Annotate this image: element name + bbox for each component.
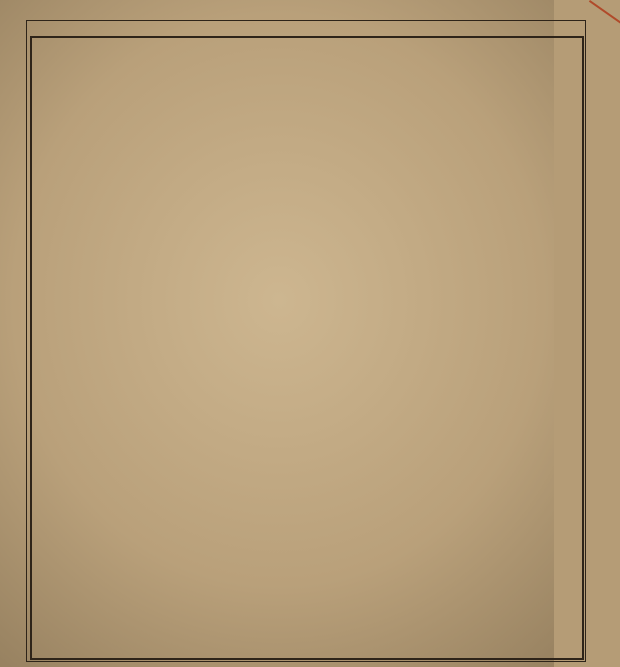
inner-frame	[30, 36, 584, 660]
